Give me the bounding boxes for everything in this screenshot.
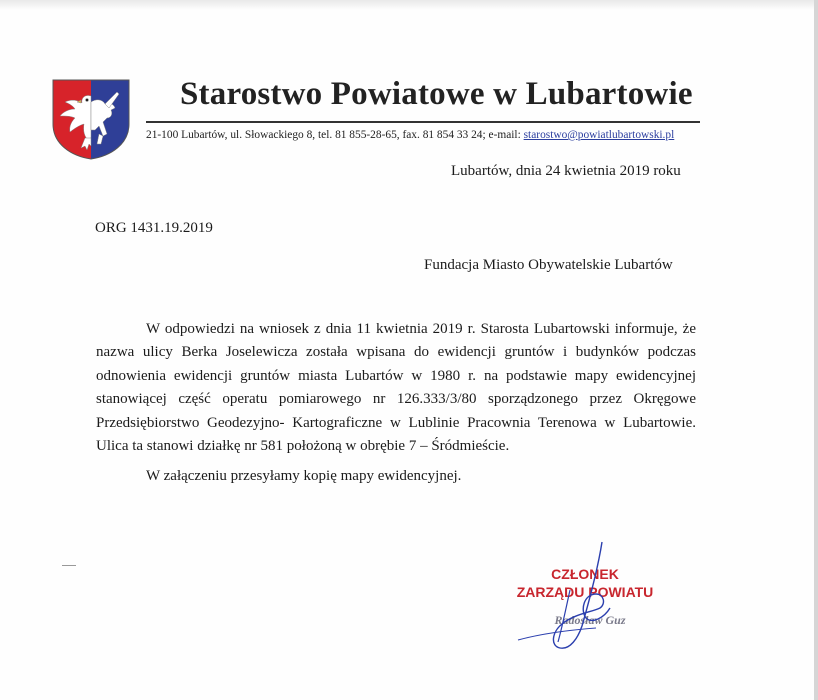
recipient-name: Fundacja Miasto Obywatelskie Lubartów (424, 257, 673, 273)
scan-top-shadow (0, 0, 818, 10)
stamp-line-office: ZARZĄDU POWIATU (516, 584, 654, 600)
address-text: 21-100 Lubartów, ul. Słowackiego 8, tel. 81 855-28-65, fax. 81 854 33 24; e-mail: (146, 129, 524, 141)
margin-mark (62, 565, 76, 566)
handwritten-signature (500, 538, 650, 658)
office-address (146, 129, 674, 141)
body-paragraph: W odpowiedzi na wniosek z dnia 11 kwietnia 2019 r. Starosta Lubartowski informuje, że nazwa ulicy Berka Joselewicza została wpisana do ewidencji gruntów i budynków podczas odnowienia ewidencji gruntów miasta Lubartów w 1980 r. na podstawie mapy ewidencyjnej stanowiącej część operatu pomiarowego nr 126.333/3/80 sporządzonego przez Okręgowe Przedsiębiorstwo Geodezyjno- Kartograficzne w Lublinie Pracownia Terenowa w Lubartowie. Ulica ta stanowi działkę nr 581 położoną w obrębie 7 – Śródmieście. (96, 321, 696, 455)
letter-body (96, 318, 696, 489)
coat-of-arms-icon (51, 78, 131, 160)
stamp-line-title: CZŁONEK (551, 566, 619, 582)
scan-right-edge (814, 0, 818, 700)
reference-number: ORG 1431.19.2019 (95, 220, 213, 236)
email-link[interactable]: starostwo@powiatlubartowski.pl (523, 129, 675, 141)
header-divider (146, 121, 700, 123)
body-paragraph: W załączeniu przesyłamy kopię mapy ewidencyjnej. (146, 468, 462, 485)
letter-date: Lubartów, dnia 24 kwietnia 2019 roku (451, 163, 681, 179)
office-title: Starostwo Powiatowe w Lubartowie (180, 76, 693, 112)
stamp-signatory-name: Radosław Guz (554, 613, 626, 627)
